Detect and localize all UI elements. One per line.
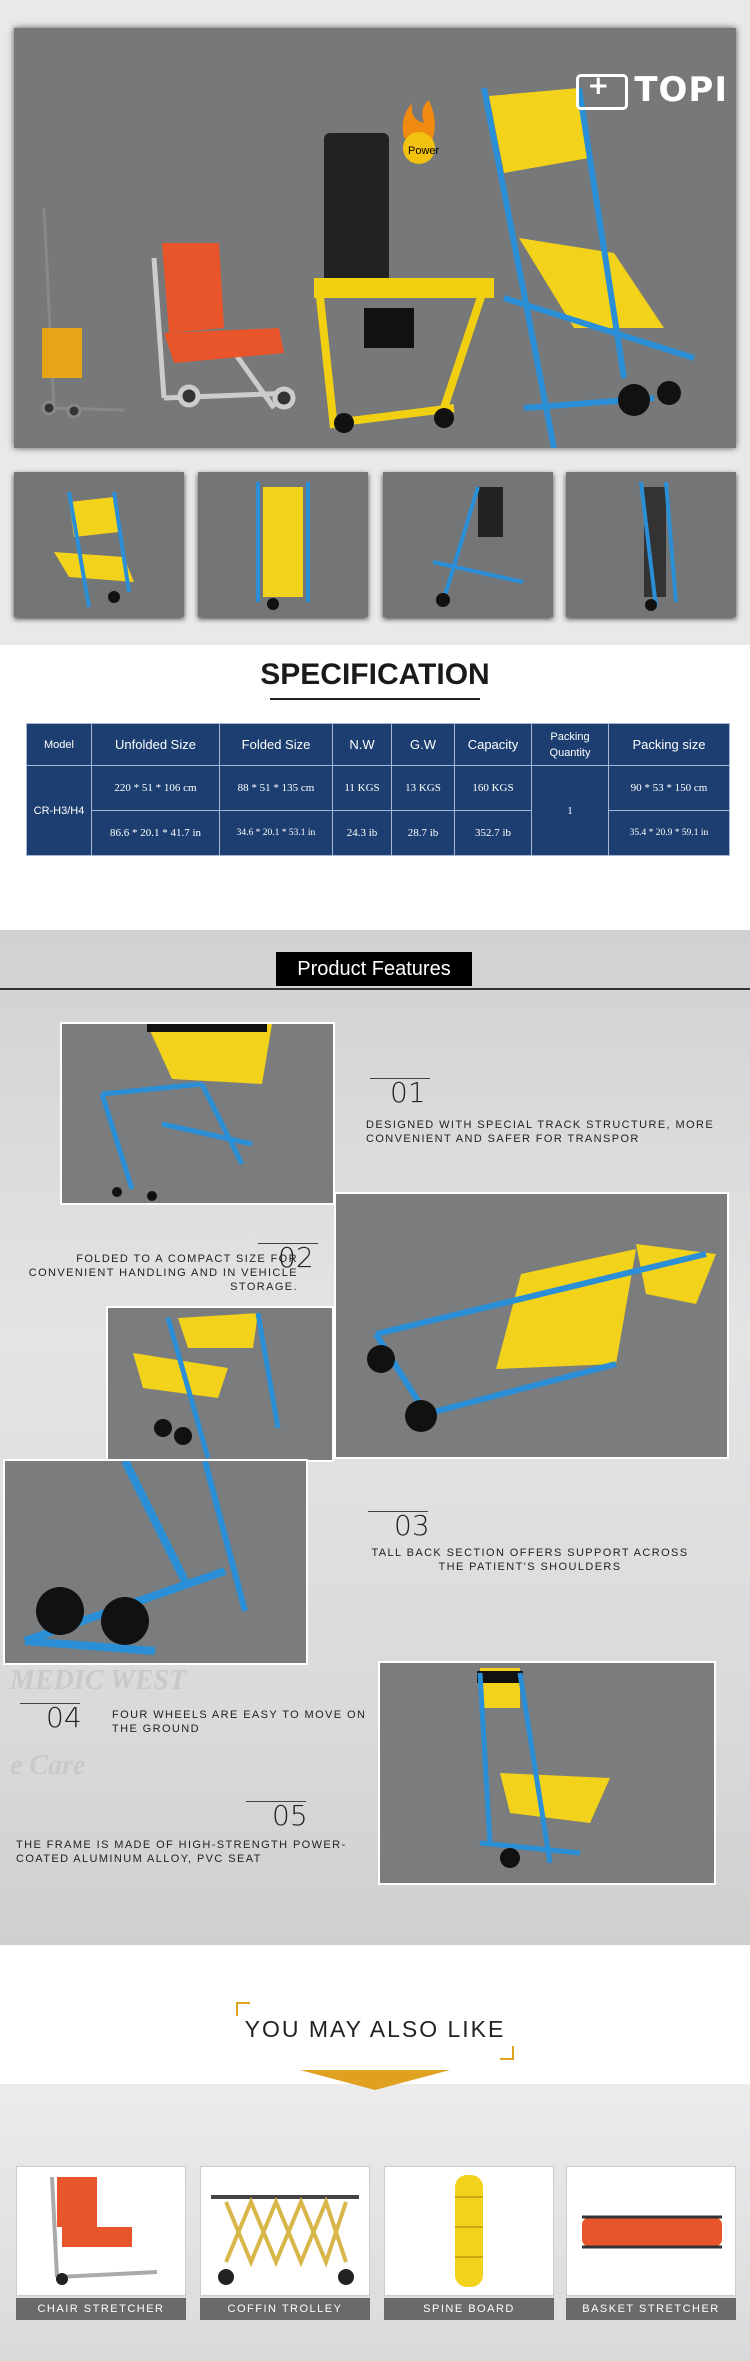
feature-image [380, 1663, 714, 1883]
feature-number: 04 [46, 1701, 82, 1734]
feature-text: TALL BACK SECTION OFFERS SUPPORT ACROSS THE PATIENT'S SHOULDERS [371, 1547, 689, 1573]
related-product-coffin-trolley[interactable] [200, 2166, 370, 2296]
powered-stair-chair [314, 133, 494, 433]
features-title: Product Features [276, 952, 472, 986]
related-product-label[interactable]: BASKET STRETCHER [566, 2298, 736, 2320]
small-stair-chair [42, 208, 124, 417]
table-cell: 24.3 ib [333, 811, 392, 856]
feature-text: THE FRAME IS MADE OF HIGH-STRENGTH POWER-COATED ALUMINUM ALLOY, PVC SEAT [16, 1839, 347, 1865]
table-cell: 11 KGS [333, 766, 392, 811]
table-row [27, 811, 730, 856]
feature-number: 03 [394, 1509, 430, 1542]
feature-photo-5 [378, 1661, 716, 1885]
power-badge-text: Power [408, 145, 440, 157]
column-header: Unfolded Size [92, 724, 220, 766]
feature-image [5, 1461, 306, 1663]
column-header: Folded Size [220, 724, 333, 766]
model-cell: CR-H3/H4 [27, 766, 92, 856]
table-cell: 160 KGS [455, 766, 532, 811]
feature-image [108, 1308, 332, 1460]
product-thumbnail-4[interactable] [566, 472, 736, 617]
feature-text: FOUR WHEELS ARE EASY TO MOVE ON THE GROUND [112, 1709, 367, 1735]
brand-logo-text: TOPI [634, 70, 728, 110]
table-cell: 28.7 ib [392, 811, 455, 856]
product-thumbnail-2[interactable] [198, 472, 368, 617]
feature-number: 02 [278, 1241, 314, 1274]
related-product-spine-board[interactable] [384, 2166, 554, 2296]
product-image [567, 2167, 735, 2295]
column-header: G.W [392, 724, 455, 766]
feature-photo-1 [60, 1022, 335, 1205]
column-header: Capacity [455, 724, 532, 766]
feature-photo-2 [334, 1192, 729, 1459]
table-header-row [27, 724, 730, 766]
product-thumbnail-1[interactable] [14, 472, 184, 617]
orange-stair-chair [154, 243, 294, 408]
specification-title: SPECIFICATION [260, 658, 490, 691]
background-text: e Care [10, 1750, 86, 1781]
related-product-basket-stretcher[interactable] [566, 2166, 736, 2296]
column-header: Packing Quantity [532, 724, 609, 766]
table-cell: 88 * 51 * 135 cm [220, 766, 333, 811]
column-header: Packing size [609, 724, 730, 766]
thumbnail-image [14, 472, 184, 617]
title-corner-bracket [500, 2046, 514, 2060]
product-image [201, 2167, 369, 2295]
column-header: N.W [333, 724, 392, 766]
down-arrow-icon [300, 2070, 450, 2090]
thumbnail-image [566, 472, 736, 617]
ambulance-icon [576, 74, 628, 110]
related-product-label[interactable]: CHAIR STRETCHER [16, 2298, 186, 2320]
title-underline [270, 698, 480, 700]
table-cell: 220 * 51 * 106 cm [92, 766, 220, 811]
feature-image [336, 1194, 727, 1457]
column-header: Model [27, 724, 92, 766]
background-text: MEDIC WEST [10, 1665, 187, 1696]
table-cell: 86.6 * 20.1 * 41.7 in [92, 811, 220, 856]
product-image [17, 2167, 185, 2295]
table-cell: 34.6 * 20.1 * 53.1 in [220, 811, 333, 856]
table-cell: 13 KGS [392, 766, 455, 811]
feature-number: 01 [390, 1076, 426, 1109]
feature-number: 05 [272, 1799, 308, 1832]
feature-text: DESIGNED WITH SPECIAL TRACK STRUCTURE, MORE CONVENIENT AND SAFER FOR TRANSPOR [366, 1119, 715, 1145]
yellow-stair-chair [484, 88, 694, 448]
also-like-title: YOU MAY ALSO LIKE [244, 2016, 506, 2042]
section-divider [0, 988, 750, 990]
table-cell: 90 * 53 * 150 cm [609, 766, 730, 811]
thumbnail-image [383, 472, 553, 617]
related-product-label[interactable]: SPINE BOARD [384, 2298, 554, 2320]
related-product-label[interactable]: COFFIN TROLLEY [200, 2298, 370, 2320]
table-row [27, 766, 730, 811]
table-cell: 352.7 ib [455, 811, 532, 856]
feature-text: FOLDED TO A COMPACT SIZE FOR CONVENIENT HANDLING AND IN VEHICLE STORAGE. [28, 1253, 298, 1293]
product-image [385, 2167, 553, 2295]
thumbnail-image [198, 472, 368, 617]
packing-quantity-cell: 1 [532, 766, 609, 856]
specification-table [26, 723, 730, 856]
brand-logo [576, 70, 728, 110]
related-product-chair-stretcher[interactable] [16, 2166, 186, 2296]
feature-photo-4 [3, 1459, 308, 1665]
feature-photo-3 [106, 1306, 334, 1462]
product-thumbnail-3[interactable] [383, 472, 553, 617]
title-corner-bracket [236, 2002, 250, 2016]
table-cell: 35.4 * 20.9 * 59.1 in [609, 811, 730, 856]
feature-image [62, 1024, 333, 1203]
